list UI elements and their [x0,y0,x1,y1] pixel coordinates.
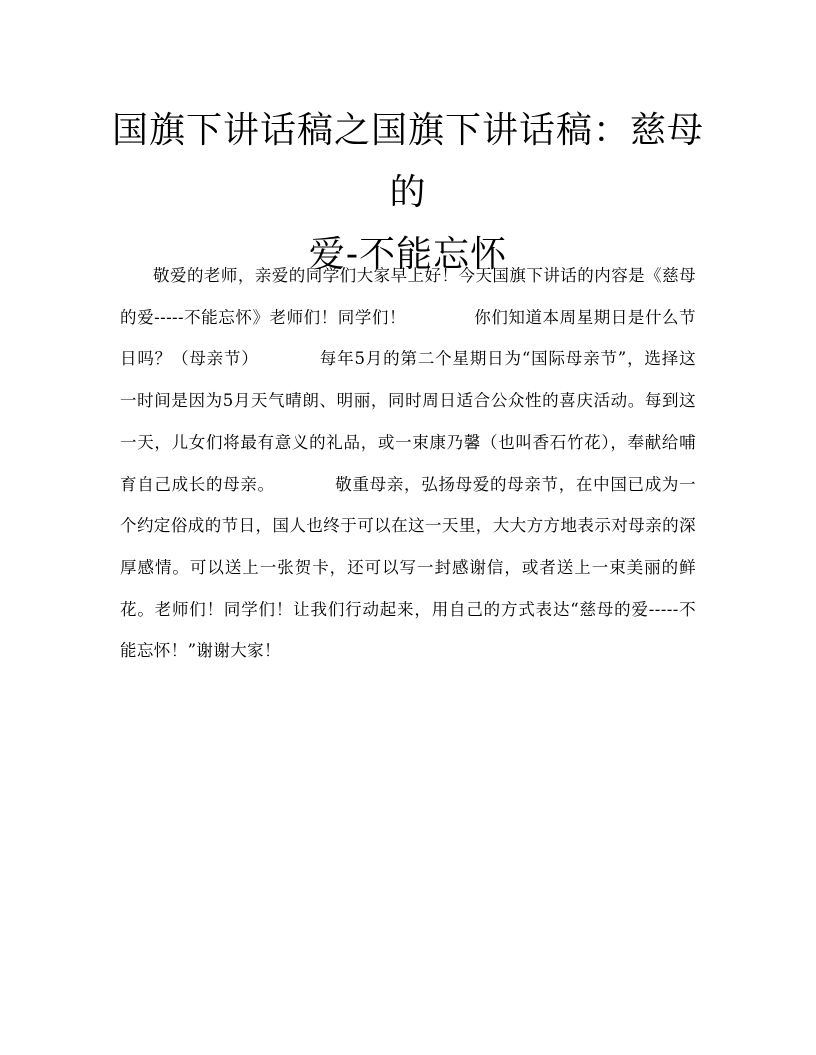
title-line-2: 爱-不能忘怀 [308,234,508,275]
speech-body: 敬爱的老师，亲爱的同学们大家早上好！今天国旗下讲话的内容是《慈母的爱-----不能忘怀》老师们！同学们！ 你们知道本周星期日是什么节日吗？（母亲节） 每年5月的第二个星期日为“国际母亲节”，选择这一时间是因为5月天气晴朗、明丽，同时周日适合公众性的喜庆活动。每到这一天，儿女们将最有意义的礼品，或一束康乃馨（也叫香石竹花），奉献给哺育自己成长的母亲。 敬重母亲，弘扬母爱的母亲节，在中国已成为一个约定俗成的节日，国人也终于可以在这一天里，大大方方地表示对母亲的深厚感情。可以送上一张贺卡，还可以写一封感谢信，或者送上一束美丽的鲜花。老师们！同学们！让我们行动起来，用自己的方式表达“慈母的爱-----不能忘怀！”谢谢大家！ [120,266,696,661]
title-line-1: 国旗下讲话稿之国旗下讲话稿：慈母的 [111,110,704,213]
